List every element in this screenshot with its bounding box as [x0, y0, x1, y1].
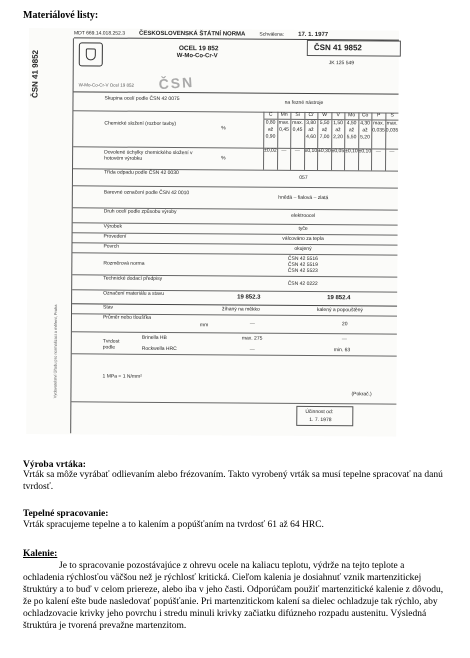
diameter-b: 20: [341, 321, 348, 328]
jk-code: JK 125 549: [328, 60, 355, 67]
steel-name: OCEL 19 852: [178, 45, 219, 53]
row-label: Průměr nebo tloušťka: [102, 314, 152, 321]
row-label: Dovolené úchylky chemického složení v hotovém výrobku: [104, 149, 193, 162]
sheet-approved-label: Schválena:: [259, 31, 285, 38]
row-label: Provedení: [103, 233, 127, 240]
heading-tepelne: Tepelné spracovanie:: [23, 509, 109, 519]
row-value: [208, 255, 397, 274]
deviation-value: —: [371, 148, 385, 170]
page-heading: Materiálové listy:: [23, 10, 99, 21]
row-value: tyče: [298, 225, 308, 232]
material-sheet-scan: [26, 28, 399, 437]
row-value: elektroocel: [291, 212, 316, 220]
sheet-side-strip: [26, 38, 74, 433]
side-publisher-note: Vydavatelství Úřadu pro normalizaci a měření, Praha: [52, 304, 59, 399]
deviation-values-grid: [263, 148, 398, 171]
composition-value: 3,80 až 4,60: [304, 120, 318, 148]
continued-note: (Pokrač.): [351, 391, 372, 398]
row-value: válcováno za tepla: [282, 235, 324, 243]
rockwell-b: min. 63: [333, 347, 351, 354]
composition-value: max. 0,45: [277, 120, 291, 148]
csn-stamp: ČSN: [158, 73, 195, 93]
state-a: žíhaný na měkko: [222, 306, 260, 313]
row-value: ČSN 42 0222: [287, 280, 318, 288]
sheet-mdt: MDT 669.14.018.252.3: [73, 29, 126, 37]
element-symbol: Cr: [304, 112, 318, 119]
steel-grade: W-Mo-Co-Cr-V: [176, 53, 218, 60]
norm-ref: ČSN 42 5519: [287, 261, 318, 269]
element-symbol: Mn: [277, 112, 291, 119]
deviation-value: ±0,10: [358, 148, 372, 170]
brinell-a: max. 275: [241, 335, 263, 342]
row-label: Povrch: [103, 243, 120, 250]
row-label: Třída odpadu podle ČSN 42 0030: [103, 169, 179, 177]
element-symbol: V: [331, 112, 345, 119]
csn-number-box: [307, 40, 401, 57]
side-csn-code: ČSN 41 9852: [30, 49, 40, 99]
brinell-b: —: [341, 336, 347, 343]
composition-value: max. 0,035: [371, 120, 385, 148]
percent-sign: %: [221, 155, 226, 162]
row-value: na řezné nástroje: [284, 99, 324, 107]
rockwell-a: —: [249, 346, 255, 353]
heading-vyroba: Výroba vrtáka:: [23, 460, 86, 470]
composition-value: 4,30 až 5,20: [358, 120, 372, 148]
row-value: okujený: [294, 245, 312, 252]
row-value: hnědá – fialová – zlatá: [278, 194, 329, 202]
element-symbol: Mo: [344, 112, 358, 119]
element-symbol: W: [317, 112, 331, 119]
deviation-value: ±0,02: [263, 148, 277, 170]
state-emblem-icon: [79, 42, 103, 66]
deviation-value: ±0,10: [344, 148, 358, 170]
brinell-label: Brinella HB: [141, 334, 167, 341]
row-label: Výrobek: [103, 223, 122, 230]
chemical-values-grid: [263, 120, 398, 149]
element-symbol: S: [385, 112, 399, 119]
unit-mm: mm: [199, 322, 209, 329]
diameter-a: —: [249, 320, 255, 327]
state-b: kalený a popouštěný: [317, 307, 363, 314]
row-label: Chemické složení (rozbor tavby): [104, 120, 177, 128]
effective-date: 1. 7. 1978: [309, 416, 332, 424]
element-symbol: P: [371, 112, 385, 119]
row-label: Technické dodací předpisy: [103, 275, 163, 282]
composition-value: 1,50 až 2,20: [331, 120, 345, 148]
deviation-value: —: [277, 148, 291, 170]
row-value: 057: [299, 174, 308, 181]
row-label: Označení materiálu a stavu: [103, 290, 165, 297]
designation-a: 19 852.3: [237, 294, 261, 301]
deviation-value: ±0,30: [317, 148, 331, 170]
paragraph-kalenie: Je to spracovanie pozostávajúce z ohrevu ocele na kaliacu teplotu, výdrže na tejto teplote a ochladenia rýchlosťou väčšou než je rýchlosť kritická. Cieľom kalenia je dosiahnuť vznik martenzitickej štruktúry a to buď v celom priereze, alebo iba v jeho časti. Odporúčam použiť martenzitické kalenie z dôvodu, že po kalení ešte bude nasledovať popúšťanie. Pri martenzitickom kalení sa dielec ochladzuje tak rýchlo, aby ochladzovacie krivky jeho povrchu i stredu minuli krivky začiatku difúzneho rozpadu austenitu. Výsledná štruktúra je tvorená prevažne martenzitom.: [23, 561, 444, 631]
mpa-note: 1 MPa = 1 N/mm²: [102, 373, 142, 380]
row-label: Skupina ocelí podle ČSN 42 0075: [104, 95, 180, 103]
csn-number: ČSN 41 9852: [313, 42, 362, 53]
norm-ref: ČSN 42 5516: [287, 255, 318, 263]
deviation-value: —: [385, 148, 399, 170]
percent-sign: %: [221, 125, 226, 132]
composition-value: max. 0,45: [290, 120, 304, 148]
row-footnote: [71, 353, 396, 404]
heading-kalenie: Kalenie:: [23, 549, 58, 559]
rockwell-label: Rockwella HRC: [141, 345, 177, 353]
element-symbol: Si: [290, 112, 304, 119]
norm-ref: ČSN 42 5523: [287, 267, 318, 275]
row-label: Tvrdost podle: [102, 338, 120, 351]
composition-value: 0,80 až 0,90: [263, 120, 277, 148]
deviation-value: ±0,10: [304, 148, 318, 170]
row-label: Druh ocelí podle způsobu výroby: [103, 208, 177, 216]
paragraph-tepelne: Vrták spracujeme tepelne a to kalením a popúšťaním na tvrdosť 61 až 64 HRC.: [23, 520, 324, 530]
composition-value: 5,50 až 7,00: [317, 120, 331, 148]
deviation-value: ±0,05: [331, 148, 345, 170]
deviation-value: —: [290, 148, 304, 170]
effective-date-box: [296, 406, 353, 426]
row-label: Rozměrová norma: [103, 260, 145, 267]
row-chemical-composition: [73, 110, 398, 149]
effective-label: Účinnost od:: [305, 408, 334, 416]
paragraph-vyroba: Vrták sa môže vyrábať odlievaním alebo frézovaním. Takto vyrobený vrták sa musí tepelne spracovať na danú tvrdosť.: [23, 470, 443, 492]
composition-value: max. 0,035: [385, 120, 399, 148]
row-label: Stav: [103, 304, 114, 311]
designation-b: 19 852.4: [327, 295, 351, 302]
sheet-approved-date: 17. 1. 1977: [298, 31, 329, 38]
element-symbol: Co: [358, 112, 372, 119]
element-symbol: C: [263, 112, 277, 119]
row-label: Barevné označení podle ČSN 42 0010: [103, 189, 190, 197]
composition-value: 4,50 až 5,50: [344, 120, 358, 148]
old-designation: W-Mo-Co-Cr-V Ocel 19 852: [78, 82, 135, 88]
sheet-header: [74, 28, 399, 40]
sheet-norm-title: ČESKOSLOVENSKÁ ŠTÁTNÍ NORMA: [139, 30, 246, 38]
